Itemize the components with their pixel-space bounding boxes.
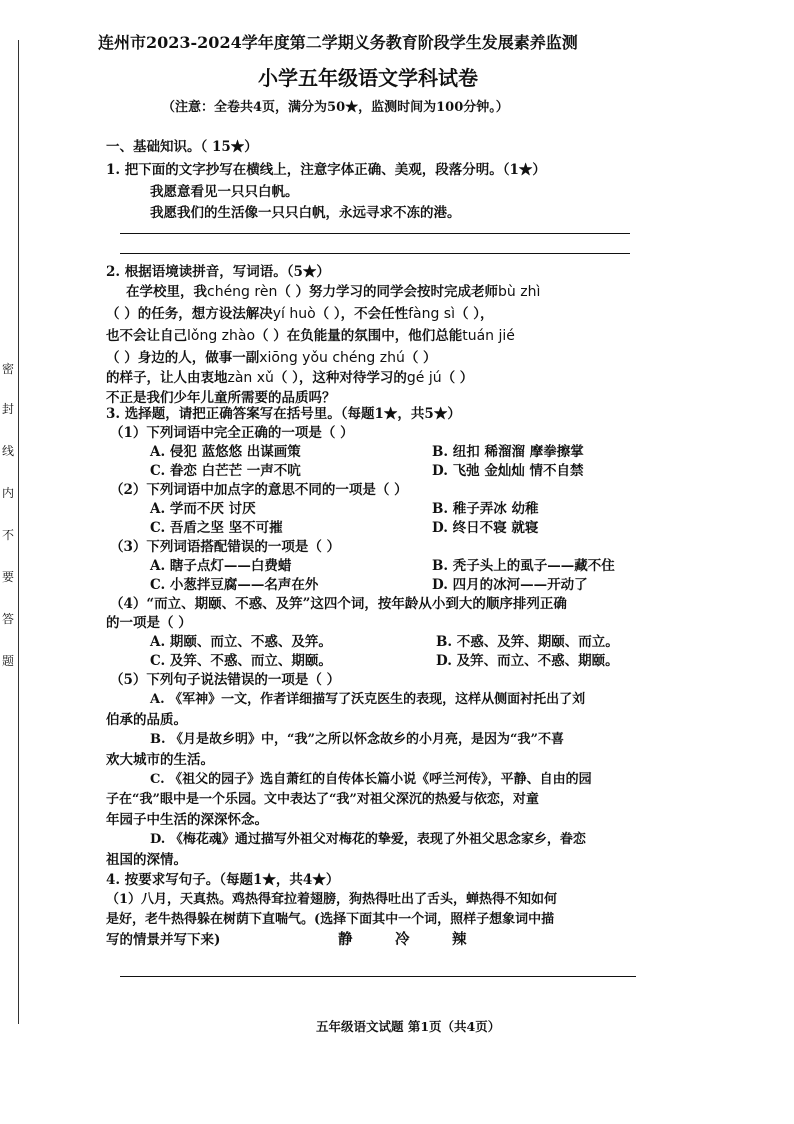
option-a: A. 《军神》一文，作者详细描写了沃克医生的表现，这样从侧面衬托出了刘 <box>150 692 586 707</box>
option-a: A. 侵犯 蓝悠悠 出谋画策 <box>150 444 301 460</box>
q3-5-stem: （5）下列句子说法错误的一项是（ ） <box>110 672 341 688</box>
choice-word: 静 <box>338 931 353 948</box>
margin-char: 密 <box>2 362 15 376</box>
exam-title-line2: 小学五年级语文学科试卷 <box>258 66 478 90</box>
option-b: B. 纽扣 稀溜溜 摩拳擦掌 <box>432 444 584 460</box>
q2-line-6: 不正是我们少年儿童所需要的品质吗？ <box>106 390 336 406</box>
choice-word: 辣 <box>452 931 467 948</box>
option-a: A. 瞎子点灯——白费蜡 <box>150 558 292 574</box>
margin-char: 答 <box>2 612 15 626</box>
question-1-prompt: 1. 把下面的文字抄写在横线上，注意字体正确、美观，段落分明。（1★） <box>106 162 546 178</box>
option-a: A. 学而不厌 讨厌 <box>150 501 256 517</box>
margin-char: 内 <box>2 486 15 500</box>
question-4-prompt: 4. 按要求写句子。（每题1★，共4★） <box>106 872 340 888</box>
q3-3-stem: （3）下列词语搭配错误的一项是（ ） <box>110 539 341 555</box>
margin-char: 题 <box>2 654 15 668</box>
pinyin: tuán jié <box>462 328 515 344</box>
section-heading: 一、基础知识。（ 15★） <box>106 139 258 155</box>
option-d: D. 飞弛 金灿灿 情不自禁 <box>432 463 584 479</box>
option-c: C. 眷恋 白芒芒 一声不吭 <box>150 463 301 479</box>
binding-line <box>18 40 19 1024</box>
option-c-cont: 年园子中生活的深深怀念。 <box>106 812 268 828</box>
copy-line-2: 我愿我们的生活像一只只白帆，永远寻求不冻的港。 <box>150 205 461 221</box>
answer-line <box>120 976 636 977</box>
pinyin: lǒng zhào <box>187 328 256 344</box>
q2-text: （ ）身边的人，做事一副 <box>106 350 260 366</box>
q2-text: （ ）， <box>455 306 494 322</box>
q4-line-2: 是好，老牛热得躲在树荫下直喘气。(选择下面其中一个词，照样子想象词中描 <box>106 912 555 927</box>
option-c: C. 小葱拌豆腐——名声在外 <box>150 577 319 593</box>
q2-text: 的样子，让人由衷地 <box>106 370 228 386</box>
q3-1-stem: （1）下列词语中完全正确的一项是（ ） <box>110 425 354 441</box>
pinyin: chéng rèn <box>207 284 278 300</box>
option-c: C. 吾盾之坚 坚不可摧 <box>150 520 283 536</box>
pinyin: gé jú <box>406 370 442 386</box>
option-b: B. 不惑、及笄、期颐、而立。 <box>436 634 619 650</box>
option-a: A. 期颐、而立、不惑、及笄。 <box>150 634 332 650</box>
q2-text: 在学校里，我 <box>126 284 207 300</box>
option-d: D. 及笄、而立、不惑、期颐。 <box>436 653 619 669</box>
option-d: D. 四月的冰河——开动了 <box>432 577 588 593</box>
q2-text: （ ） <box>441 370 474 386</box>
option-b: B. 稚子弄冰 幼稚 <box>432 501 539 517</box>
option-b: B. 秃子头上的虱子——藏不住 <box>432 558 615 574</box>
q2-line-4 <box>106 346 437 366</box>
q4-line-3: 写的情景并写下来) <box>106 932 221 948</box>
choice-word: 冷 <box>395 931 410 948</box>
margin-char: 要 <box>2 570 15 584</box>
q2-text: 也不会让自己 <box>106 328 187 344</box>
q2-text: （ ）在负能量的氛围中，他们总能 <box>255 328 463 344</box>
exam-title-line1: 连州市2023-2024学年度第二学期义务教育阶段学生发展素养监测 <box>98 33 578 52</box>
pinyin: xiōng yǒu chéng zhú <box>259 350 405 366</box>
q2-line-5 <box>106 366 473 386</box>
option-d: D. 终日不寝 就寝 <box>432 520 539 536</box>
question-3-prompt: 3. 选择题，请把正确答案写在括号里。（每题1★，共5★） <box>106 406 461 422</box>
margin-char: 封 <box>2 402 15 416</box>
q2-line-2 <box>106 302 493 322</box>
answer-line <box>120 253 630 254</box>
pinyin: fàng sì <box>408 306 455 322</box>
q2-text: （ ） <box>404 350 437 366</box>
exam-note: （注意：全卷共4页，满分为50★，监测时间为100分钟。） <box>162 100 509 115</box>
q3-2-stem: （2）下列词语中加点字的意思不同的一项是（ ） <box>110 482 408 498</box>
q3-4-stem-cont: 的一项是（ ） <box>106 615 192 631</box>
q2-text: （ ），这种对待学习的 <box>273 370 407 386</box>
option-d-cont: 祖国的深情。 <box>106 852 187 868</box>
option-a-cont: 伯承的品质。 <box>106 712 187 728</box>
q2-text: （ ），不会任性 <box>315 306 409 322</box>
q3-4-stem: （4）“而立、期颐、不惑、及笄”这四个词，按年龄从小到大的顺序排列正确 <box>110 596 567 612</box>
pinyin: yí huò <box>272 306 316 322</box>
option-c: C. 及笄、不惑、而立、期颐。 <box>150 653 332 669</box>
option-b-cont: 欢大城市的生活。 <box>106 752 214 768</box>
pinyin: bù zhì <box>498 284 541 300</box>
option-b: B. 《月是故乡明》中，“我”之所以怀念故乡的小月亮，是因为“我”不喜 <box>150 732 564 747</box>
option-c: C. 《祖父的园子》选自萧红的自传体长篇小说《呼兰河传》，平静、自由的园 <box>150 772 592 787</box>
margin-char: 线 <box>2 444 15 458</box>
option-c-cont: 子在“我”眼中是一个乐园。文中表达了“我”对祖父深沉的热爱与依恋，对童 <box>106 792 539 807</box>
q2-line-1 <box>126 280 540 300</box>
q2-line-3 <box>106 324 515 344</box>
option-d: D. 《梅花魂》通过描写外祖父对梅花的挚爱，表现了外祖父思念家乡，眷恋 <box>150 832 586 847</box>
question-2-prompt: 2. 根据语境读拼音，写词语。（5★） <box>106 264 330 280</box>
q2-text: （ ）的任务，想方设法解决 <box>106 306 273 322</box>
pinyin: zàn xǔ <box>227 370 274 386</box>
q2-text: （ ）努力学习的同学会按时完成老师 <box>277 284 499 300</box>
page-footer: 五年级语文试题 第1页（共4页） <box>316 1019 501 1034</box>
copy-line-1: 我愿意看见一只只白帆。 <box>150 184 299 200</box>
answer-line <box>120 233 630 234</box>
q4-line-1: （1）八月，天真热。鸡热得耷拉着翅膀，狗热得吐出了舌头，蝉热得不知如何 <box>106 892 558 907</box>
margin-char: 不 <box>2 528 15 542</box>
